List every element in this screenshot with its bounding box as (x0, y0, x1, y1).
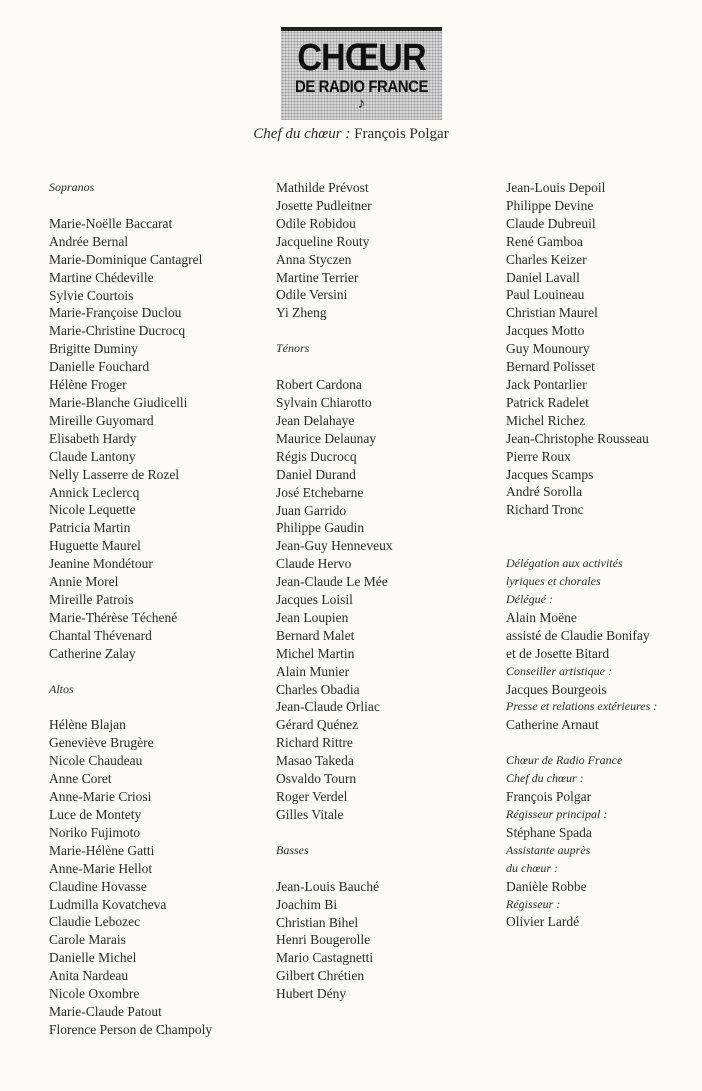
list-item: Huguette Maurel (49, 538, 141, 554)
list-item: Sylvie Courtois (49, 287, 134, 303)
list-item: Danielle Michel (49, 950, 137, 966)
chef-name: François Polgar (354, 126, 449, 142)
list-item: Henri Bougerolle (276, 932, 371, 948)
list-item: Claude Hervo (276, 556, 352, 572)
list-item: Jean-Christophe Rousseau (506, 430, 649, 446)
list-item: Gilles Vitale (276, 806, 344, 822)
list-item: assisté de Claudie Bonifay (506, 627, 650, 643)
music-note-icon: ♪ (357, 96, 366, 112)
altos-heading: Altos (49, 681, 74, 696)
list-item: Mario Castagnetti (276, 950, 374, 966)
sopranos-list (49, 215, 269, 663)
list-item: Mireille Patrois (49, 591, 134, 607)
assistante-name: Danièle Robbe (506, 878, 587, 894)
list-item: Andrée Bernal (49, 233, 129, 249)
list-item: Christian Maurel (506, 305, 598, 321)
list-item: Claude Lantony (49, 448, 136, 464)
list-item: Philippe Devine (506, 197, 594, 213)
list-item: Elisabeth Hardy (49, 430, 137, 446)
delegation-heading-1: Délégation aux activités (506, 556, 623, 571)
list-item: Patricia Martin (49, 520, 131, 536)
list-item: Bernard Polisset (506, 359, 595, 375)
list-item: Martine Chédeville (49, 269, 154, 285)
assistante-label-1: Assistante auprès (506, 842, 591, 857)
chef-du-choeur-label: Chef du chœur : (506, 771, 584, 786)
list-item: Danielle Fouchard (49, 359, 150, 375)
logo-line2: DE RADIO FRANCE (294, 77, 429, 96)
regisseur-label: Régisseur : (506, 896, 561, 911)
chef-du-choeur-line (0, 126, 702, 143)
list-item: Anne-Marie Criosi (49, 789, 152, 805)
sopranos-heading: Sopranos (49, 180, 95, 194)
list-item: Masao Takeda (276, 753, 354, 769)
list-item: Patrick Radelet (506, 394, 589, 410)
list-item: Joachim Bi (276, 896, 338, 912)
list-item: Nicole Lequette (49, 502, 136, 518)
list-item: Martine Terrier (276, 269, 359, 285)
conseiller-name: Jacques Bourgeois (506, 681, 607, 697)
list-item: Roger Verdel (276, 789, 348, 804)
list-item: Michel Richez (506, 412, 586, 428)
list-item: Jean-Claude Orliac (276, 699, 380, 715)
list-item: Marie-Claude Patout (49, 1003, 162, 1019)
list-item: Marie-Christine Ducrocq (49, 323, 186, 339)
list-item: Jean Loupien (276, 609, 349, 625)
assistante-label-2: du chœur : (506, 860, 558, 875)
list-item: Anita Nardeau (49, 968, 129, 984)
list-item: Philippe Gaudin (276, 520, 365, 536)
list-item: Odile Robidou (276, 215, 356, 231)
list-item: Jacqueline Routy (276, 233, 370, 249)
list-item: Alain Munier (276, 663, 350, 679)
list-item: Jean-Louis Bauché (276, 878, 380, 894)
list-item: Hélène Blajan (49, 717, 126, 733)
regisseur-principal-label: Régisseur principal : (506, 807, 608, 821)
list-item: Mireille Guyomard (49, 412, 154, 428)
list-item: Régis Ducrocq (276, 448, 357, 464)
list-item: Jean-Louis Depoil (506, 180, 606, 195)
list-item: Gérard Quénez (276, 717, 359, 733)
list-item: Annick Leclercq (49, 484, 140, 500)
list-item: Mathilde Prévost (276, 180, 369, 195)
list-item: Hubert Dény (276, 986, 347, 1002)
list-item: Christian Bihel (276, 914, 359, 930)
list-item: Jean Delahaye (276, 412, 355, 428)
tenors-list (276, 376, 496, 824)
list-item: René Gamboa (506, 233, 583, 249)
chef-du-choeur-name: François Polgar (506, 789, 592, 805)
list-item: Claudie Lebozec (49, 914, 141, 930)
list-item: Osvaldo Tourn (276, 771, 357, 787)
list-item: Marie-Thérèse Téchené (49, 609, 178, 625)
list-item: Charles Keizer (506, 251, 587, 267)
list-item: Brigitte Duminy (49, 341, 138, 357)
list-item: Robert Cardona (276, 377, 362, 393)
list-item: Maurice Delaunay (276, 430, 377, 446)
list-item: Richard Rittre (276, 735, 353, 751)
presse-label: Presse et relations extérieures : (506, 699, 658, 714)
delegue-list (506, 609, 696, 663)
list-item: Luce de Montety (49, 807, 142, 822)
list-item: Nicole Oxombre (49, 986, 140, 1002)
list-item: Chantal Thévenard (49, 627, 152, 643)
list-item: Alain Moëne (506, 609, 577, 625)
list-item: Marie-Dominique Cantagrel (49, 251, 203, 267)
list-item: Jean-Guy Henneveux (276, 538, 393, 554)
list-item: Carole Marais (49, 932, 126, 948)
list-item: Gilbert Chrétien (276, 968, 365, 984)
basses-continued-list (506, 179, 696, 519)
logo-line1: CHŒUR (297, 37, 426, 79)
list-item: Marie-Noëlle Baccarat (49, 215, 173, 231)
list-item: Geneviève Brugère (49, 735, 154, 751)
choeur-label: Chœur de Radio France (506, 753, 623, 768)
presse-name: Catherine Arnaut (506, 717, 599, 733)
basses-heading: Basses (276, 842, 309, 857)
delegue-label: Délégué : (506, 592, 553, 607)
list-item: Odile Versini (276, 287, 348, 303)
sopranos-continued-list (276, 179, 496, 322)
choeur-logo (281, 27, 442, 120)
list-item: Anne Coret (49, 771, 112, 787)
list-item: Richard Tronc (506, 502, 584, 518)
list-item: Marie-Hélène Gatti (49, 842, 155, 858)
column-3 (506, 179, 696, 931)
tenors-heading: Ténors (276, 341, 310, 356)
list-item: Florence Person de Champoly (49, 1021, 213, 1037)
regisseur-name: Olivier Lardé (506, 914, 580, 930)
list-item: Hélène Froger (49, 377, 127, 393)
list-item: Juan Garrido (276, 502, 347, 518)
list-item: Yi Zheng (276, 305, 327, 321)
list-item: Jeanine Mondétour (49, 556, 153, 572)
list-item: Nicole Chaudeau (49, 753, 143, 769)
list-item: Jacques Motto (506, 323, 585, 339)
list-item: Nelly Lasserre de Rozel (49, 466, 180, 482)
list-item: Claudine Hovasse (49, 878, 147, 894)
basses-list (276, 878, 496, 1003)
list-item: Bernard Malet (276, 627, 355, 643)
list-item: Guy Mounoury (506, 341, 590, 357)
list-item: Michel Martin (276, 645, 355, 661)
list-item: Catherine Zalay (49, 645, 136, 661)
list-item: Anne-Marie Hellot (49, 860, 153, 876)
conseiller-label: Conseiller artistique : (506, 663, 612, 678)
list-item: José Etchebarne (276, 484, 364, 500)
column-2 (276, 179, 496, 1003)
list-item: Jacques Loisil (276, 592, 353, 608)
list-item: Anna Styczen (276, 251, 352, 267)
list-item: Charles Obadia (276, 681, 360, 697)
list-item: et de Josette Bitard (506, 645, 610, 661)
list-item: Jacques Scamps (506, 466, 594, 482)
list-item: Ludmilla Kovatcheva (49, 896, 167, 912)
regisseur-principal-name: Stéphane Spada (506, 824, 592, 840)
chef-label: Chef du chœur : (253, 126, 351, 142)
list-item: Jean-Claude Le Mée (276, 574, 388, 590)
delegation-heading-2: lyriques et chorales (506, 574, 601, 589)
list-item: Noriko Fujimoto (49, 824, 141, 840)
list-item: Jack Pontarlier (506, 376, 587, 392)
list-item: Pierre Roux (506, 448, 571, 464)
list-item: Daniel Lavall (506, 269, 580, 285)
list-item: Daniel Durand (276, 466, 356, 482)
altos-list (49, 716, 269, 1038)
list-item: Claude Dubreuil (506, 215, 596, 231)
list-item: Marie-Françoise Duclou (49, 305, 182, 321)
list-item: Annie Morel (49, 574, 119, 590)
column-1 (49, 179, 269, 1039)
list-item: Marie-Blanche Giudicelli (49, 394, 188, 410)
list-item: André Sorolla (506, 484, 583, 500)
list-item: Paul Louineau (506, 287, 585, 303)
list-item: Josette Pudleitner (276, 197, 372, 213)
list-item: Sylvain Chiarotto (276, 395, 372, 411)
